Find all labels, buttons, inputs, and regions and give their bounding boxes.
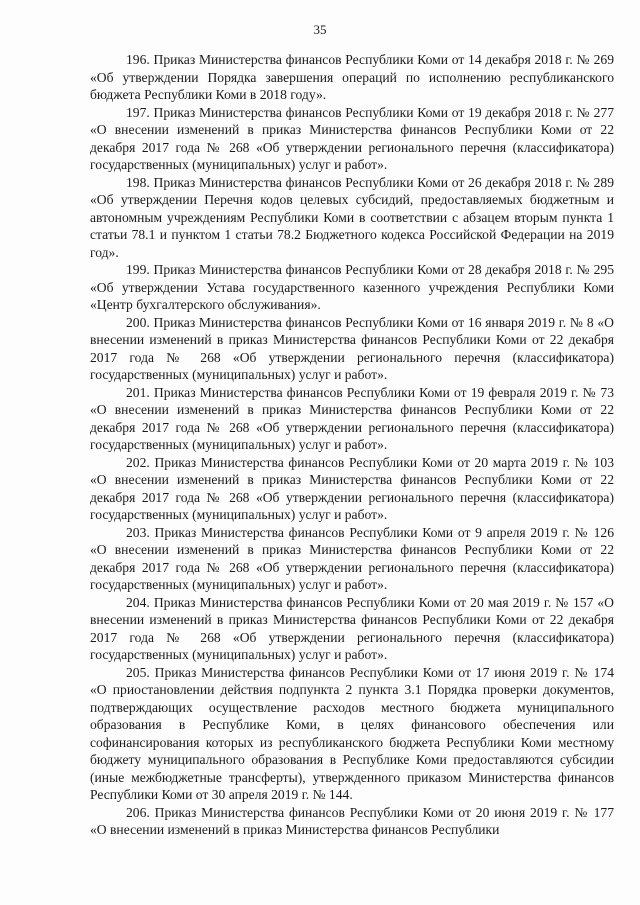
document-body	[90, 51, 614, 839]
list-item-196: 196. Приказ Министерства финансов Республики Коми от 14 декабря 2018 г. № 269 «Об утверждении Порядка завершения операций по исполнению республиканского бюджета Республики Коми в 2018 году».	[90, 52, 614, 102]
list-item-201: 201. Приказ Министерства финансов Республики Коми от 19 февраля 2019 г. № 73 «О внесении изменений в приказ Министерства финансов Республики Коми от 22 декабря 2017 года № 268 «Об утверждении регионального перечня (классификатора) государственных (муниципальных) услуг и работ».	[90, 384, 614, 452]
list-item-202: 202. Приказ Министерства финансов Республики Коми от 20 марта 2019 г. № 103 «О внесении изменений в приказ Министерства финансов Республики Коми от 22 декабря 2017 года № 268 «Об утверждении регионального перечня (классификатора) государственных (муниципальных) услуг и работ».	[90, 454, 614, 522]
page-number: 35	[313, 22, 327, 37]
list-item-204: 204. Приказ Министерства финансов Республики Коми от 20 мая 2019 г. № 157 «О внесении изменений в приказ Министерства финансов Республики Коми от 22 декабря 2017 года № 268 «Об утверждении регионального перечня (классификатора) государственных (муниципальных) услуг и работ».	[90, 594, 614, 662]
list-item-200: 200. Приказ Министерства финансов Республики Коми от 16 января 2019 г. № 8 «О внесении изменений в приказ Министерства финансов Республики Коми от 22 декабря 2017 года № 268 «Об утверждении регионального перечня (классификатора) государственных (муниципальных) услуг и работ».	[90, 314, 614, 382]
list-item-206: 206. Приказ Министерства финансов Республики Коми от 20 июня 2019 г. № 177 «О внесении изменений в приказ Министерства финансов Республики	[90, 804, 614, 837]
list-item-205: 205. Приказ Министерства финансов Республики Коми от 17 июня 2019 г. № 174 «О приостановлении действия подпункта 2 пункта 3.1 Порядка проверки документов, подтверждающих осуществление расходов местного бюджета муниципального образования в Республике Коми, в целях финансового обеспечения или софинансирования которых из республиканского бюджета Республики Коми местному бюджету муниципального образования в Республике Коми предоставляются субсидии (иные межбюджетные трансферты), утвержденного приказом Министерства финансов Республики Коми от 30 апреля 2019 г. № 144.	[90, 664, 614, 802]
list-item-197: 197. Приказ Министерства финансов Республики Коми от 19 декабря 2018 г. № 277 «О внесении изменений в приказ Министерства финансов Республики Коми от 22 декабря 2017 года № 268 «Об утверждении регионального перечня (классификатора) государственных (муниципальных) услуг и работ».	[90, 104, 614, 172]
list-item-198: 198. Приказ Министерства финансов Республики Коми от 26 декабря 2018 г. № 289 «Об утверждении Перечня кодов целевых субсидий, предоставляемых бюджетным и автономным учреждениям Республики Коми в соответствии с абзацем вторым пункта 1 статьи 78.1 и пунктом 1 статьи 78.2 Бюджетного кодекса Российской Федерации на 2019 год».	[90, 174, 614, 260]
list-item-203: 203. Приказ Министерства финансов Республики Коми от 9 апреля 2019 г. № 126 «О внесении изменений в приказ Министерства финансов Республики Коми от 22 декабря 2017 года № 268 «Об утверждении регионального перечня (классификатора) государственных (муниципальных) услуг и работ».	[90, 524, 614, 592]
list-item-199: 199. Приказ Министерства финансов Республики Коми от 28 декабря 2018 г. № 295 «Об утверждении Устава государственного казенного учреждения Республики Коми «Центр бухгалтерского обслуживания».	[90, 262, 614, 312]
